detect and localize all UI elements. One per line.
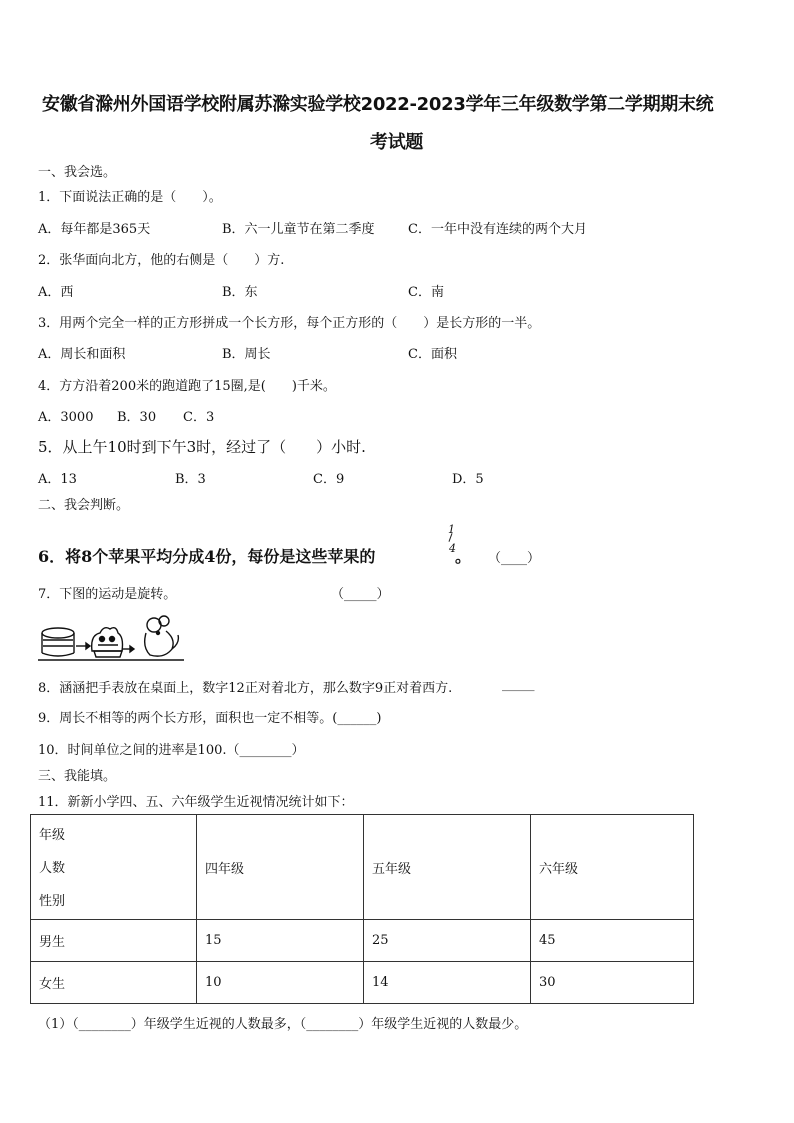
q1-option-b[interactable]: B．六一儿童节在第二季度 (222, 222, 375, 237)
header-gender: 性别 (39, 893, 66, 909)
document-title-line2: 考试题 (370, 132, 424, 153)
cat-icon (92, 628, 123, 657)
table-row (31, 962, 694, 1004)
rotation-illustration (38, 613, 188, 663)
q2-option-c[interactable]: C．南 (408, 285, 444, 300)
header-grade: 年级 (39, 827, 66, 843)
document-title-line1: 安徽省滁州外国语学校附属苏滁实验学校2022-2023学年三年级数学第二学期期末统 (42, 94, 714, 115)
table-cell: 45 (531, 920, 694, 962)
question-4: 4．方方沿着200米的跑道跑了15圈,是( )千米。 (38, 379, 336, 394)
question-8: 8．涵涵把手表放在桌面上，数字12正对着北方，那么数字9正对着西方. (38, 681, 453, 696)
q4-option-b[interactable]: B．30 (117, 410, 157, 425)
q3-option-a[interactable]: A．周长和面积 (38, 347, 126, 362)
question-9: 9．周长不相等的两个长方形，面积也一定不相等。(______) (38, 711, 382, 726)
q2-option-b[interactable]: B．东 (222, 285, 258, 300)
question-1: 1．下面说法正确的是（ ）。 (38, 190, 222, 205)
arrow-icon-2 (122, 646, 134, 652)
question-6-end: 。 (455, 547, 472, 566)
section-heading-judge: 二、我会判断。 (38, 498, 130, 513)
row-label: 女生 (31, 962, 197, 1004)
question-7: 7．下图的运动是旋转。 (38, 587, 177, 602)
fraction-numerator: 1 (448, 523, 455, 536)
myopia-statistics-table (30, 814, 694, 1004)
question-11-part-1: （1）（________）年级学生近视的人数最多，（________）年级学生近视的人数最少。 (38, 1017, 528, 1032)
q5-option-d[interactable]: D．5 (452, 472, 484, 487)
q5-option-b[interactable]: B．3 (175, 472, 206, 487)
q1-option-a[interactable]: A．每年都是365天 (38, 222, 151, 237)
q6-answer-blank[interactable]: （____） (488, 551, 541, 566)
q1-option-c[interactable]: C．一年中没有连续的两个大月 (408, 222, 587, 237)
question-5: 5．从上午10时到下午3时，经过了（ ）小时. (38, 438, 366, 456)
q2-option-a[interactable]: A．西 (38, 285, 74, 300)
question-11: 11．新新小学四、五、六年级学生近视情况统计如下： (38, 795, 354, 810)
q4-option-a[interactable]: A．3000 (38, 410, 94, 425)
table-cell: 15 (197, 920, 364, 962)
q8-answer-blank[interactable]: _____ (502, 677, 535, 692)
section-heading-fill: 三、我能填。 (38, 769, 117, 784)
section-heading-choose: 一、我会选。 (38, 165, 117, 180)
q3-option-c[interactable]: C．面积 (408, 347, 457, 362)
column-header: 六年级 (531, 815, 694, 920)
row-label: 男生 (31, 920, 197, 962)
fraction-denominator: 4 (449, 542, 456, 555)
q5-option-a[interactable]: A．13 (38, 472, 77, 487)
q4-option-c[interactable]: C．3 (183, 410, 215, 425)
q3-option-b[interactable]: B．周长 (222, 347, 271, 362)
question-2: 2．张华面向北方，他的右侧是（ ）方. (38, 253, 285, 268)
q5-option-c[interactable]: C．9 (313, 472, 345, 487)
question-3: 3．用两个完全一样的正方形拼成一个长方形，每个正方形的（ ）是长方形的一半。 (38, 316, 541, 331)
table-cell: 14 (364, 962, 531, 1004)
table-row (31, 920, 694, 962)
cake-icon (42, 628, 74, 656)
mouse-icon (145, 616, 179, 656)
table-cell: 30 (531, 962, 694, 1004)
header-count: 人数 (39, 860, 66, 876)
table-cell: 10 (197, 962, 364, 1004)
column-header: 五年级 (364, 815, 531, 920)
q7-answer-blank[interactable]: （_____） (331, 587, 390, 602)
question-10: 10．时间单位之间的进率是100.（________） (38, 743, 305, 758)
question-6: 6．将8个苹果平均分成4份，每份是这些苹果的 (38, 547, 376, 566)
table-corner-header (31, 815, 197, 920)
column-header: 四年级 (197, 815, 364, 920)
table-header-row (31, 815, 694, 920)
arrow-icon (76, 643, 90, 649)
table-cell: 25 (364, 920, 531, 962)
